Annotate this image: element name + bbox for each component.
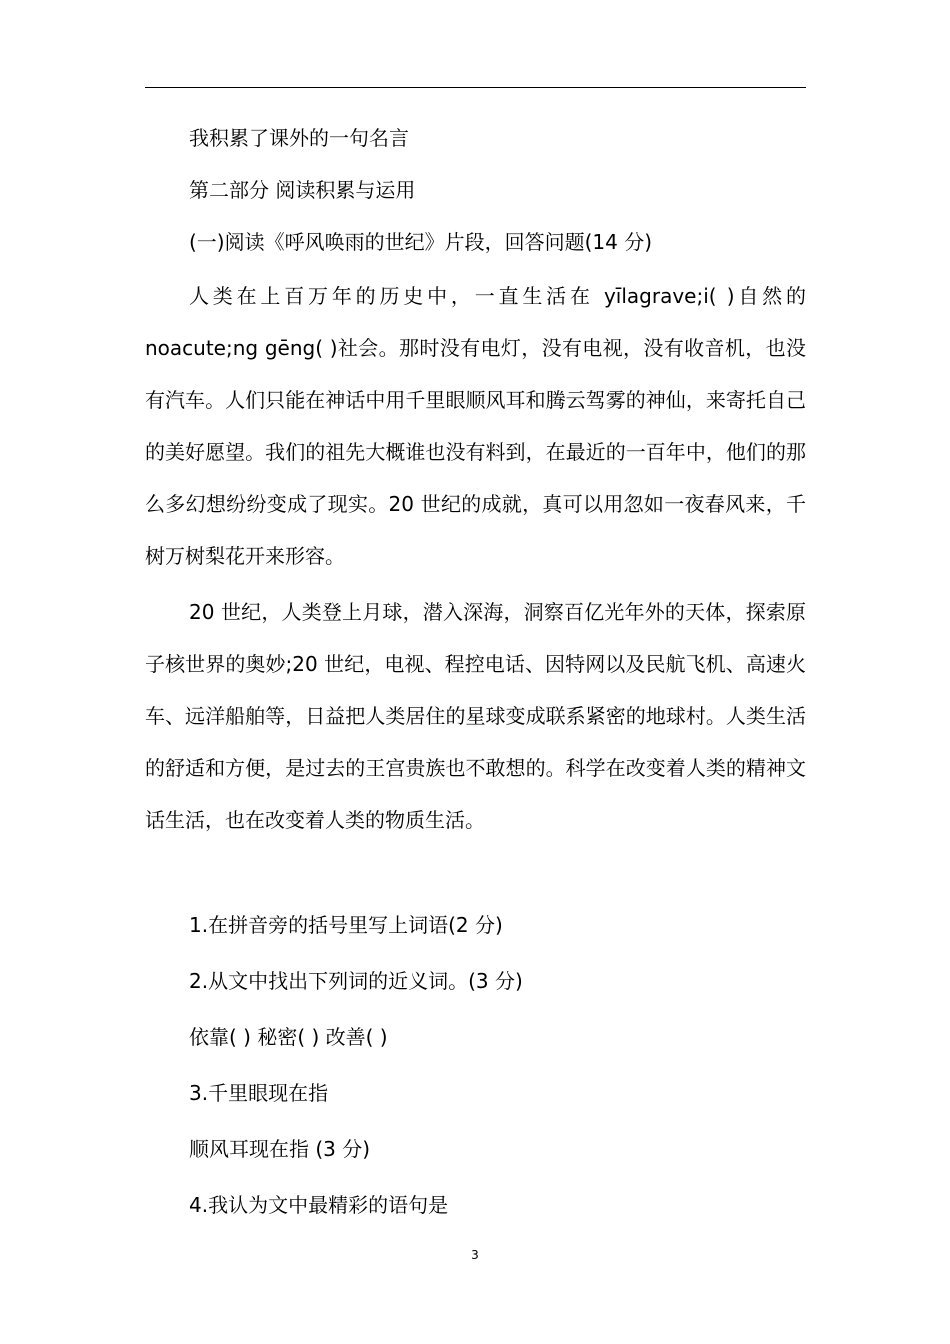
quote-prompt-line: 我积累了课外的一句名言 [189, 126, 409, 150]
question-3-part-b: 顺风耳现在指 (3 分) [189, 1137, 371, 1161]
question-2-options: 依靠( ) 秘密( ) 改善( ) [189, 1025, 388, 1049]
header-rule [145, 87, 806, 88]
passage-paragraph-2: 20 世纪，人类登上月球，潜入深海，洞察百亿光年外的天体，探索原子核世界的奥妙;20 世纪，电视、程控电话、因特网以及民航飞机、高速火车、远洋船舶等，日益把人类居住的星球变成联系紧密的地球村。人类生活的舒适和方便，是过去的王宫贵族也不敢想的。科学在改变着人类的精神文话生活，也在改变着人类的物质生活。 [145, 600, 806, 832]
question-2: 2.从文中找出下列词的近义词。(3 分) [189, 969, 523, 993]
passage-paragraph-1: 人类在上百万年的历史中，一直生活在 yīlagrave;i( )自然的noacute;ng gēng( )社会。那时没有电灯，没有电视，没有收音机，也没有汽车。人们只能在神话中用千里眼顺风耳和腾云驾雾的神仙，来寄托自己的美好愿望。我们的祖先大概谁也没有料到，在最近的一百年中，他们的那么多幻想纷纷变成了现实。20 世纪的成就，真可以用忽如一夜春风来，千树万树梨花开来形容。 [145, 284, 806, 568]
reading-instruction: (一)阅读《呼风唤雨的世纪》片段，回答问题(14 分) [189, 230, 653, 254]
question-4: 4.我认为文中最精彩的语句是 [189, 1193, 449, 1217]
question-3-part-a: 3.千里眼现在指 [189, 1081, 329, 1105]
question-1: 1.在拼音旁的括号里写上词语(2 分) [189, 913, 503, 937]
page-number: 3 [471, 1248, 479, 1262]
section-heading: 第二部分 阅读积累与运用 [189, 178, 416, 202]
